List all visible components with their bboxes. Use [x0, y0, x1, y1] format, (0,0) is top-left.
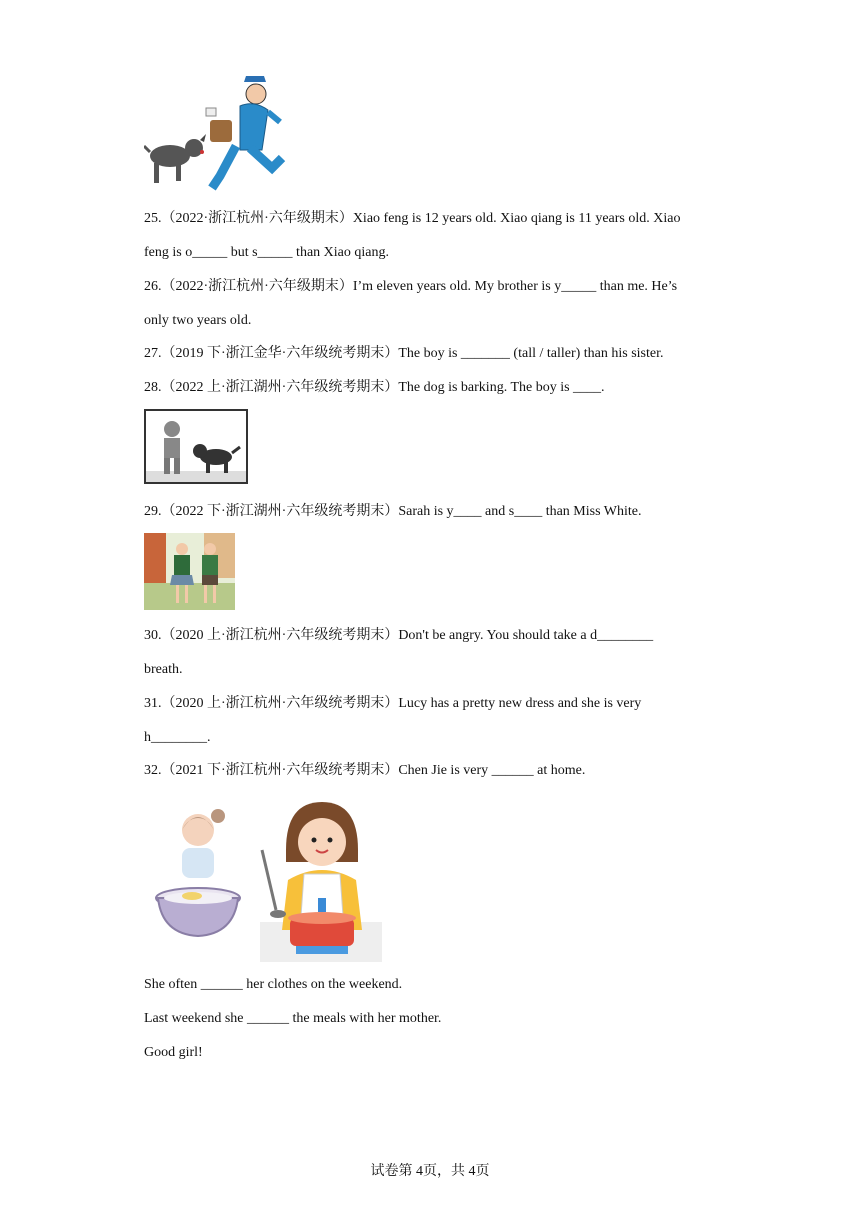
q26-line1: 26.（2022·浙江杭州·六年级期末）I’m eleven years old. My brother is y_____ than me. He’s — [144, 279, 678, 294]
q29-line1: 29.（2022 下·浙江湖州·六年级统考期末）Sarah is y____ and s____ than Miss White. — [144, 504, 642, 519]
q26-line2: only two years old. — [144, 313, 252, 328]
q25-line2: feng is o_____ but s_____ than Xiao qiang. — [144, 245, 389, 260]
q32-line1: 32.（2021 下·浙江杭州·六年级统考期末）Chen Jie is very ______ at home. — [144, 763, 586, 778]
q25-line1: 25.（2022·浙江杭州·六年级期末）Xiao feng is 12 years old. Xiao qiang is 11 years old. Xiao — [144, 211, 681, 226]
boy-dog-picture — [144, 409, 248, 484]
girl-washing-picture — [152, 800, 242, 950]
q32-sentence1: She often ______ her clothes on the weekend. — [144, 977, 403, 992]
q30-line2: breath. — [144, 662, 183, 677]
q32-sentence3: Good girl! — [144, 1045, 203, 1060]
two-girls-picture — [144, 533, 235, 610]
woman-cooking-picture — [260, 790, 382, 962]
page-footer: 试卷第 4页，共 4页 — [370, 1164, 490, 1179]
q31-line1: 31.（2020 上·浙江杭州·六年级统考期末）Lucy has a pretty new dress and she is very — [144, 696, 642, 711]
postman-dog-illustration — [144, 68, 290, 194]
q32-sentence2: Last weekend she ______ the meals with her mother. — [144, 1011, 442, 1026]
q30-line1: 30.（2020 上·浙江杭州·六年级统考期末）Don't be angry. You should take a d________ — [144, 628, 654, 643]
q27-line1: 27.（2019 下·浙江金华·六年级统考期末）The boy is _______ (tall / taller) than his sister. — [144, 346, 664, 361]
q28-line1: 28.（2022 上·浙江湖州·六年级统考期末）The dog is barking. The boy is ____. — [144, 380, 605, 395]
q31-line2: h________. — [144, 730, 211, 745]
